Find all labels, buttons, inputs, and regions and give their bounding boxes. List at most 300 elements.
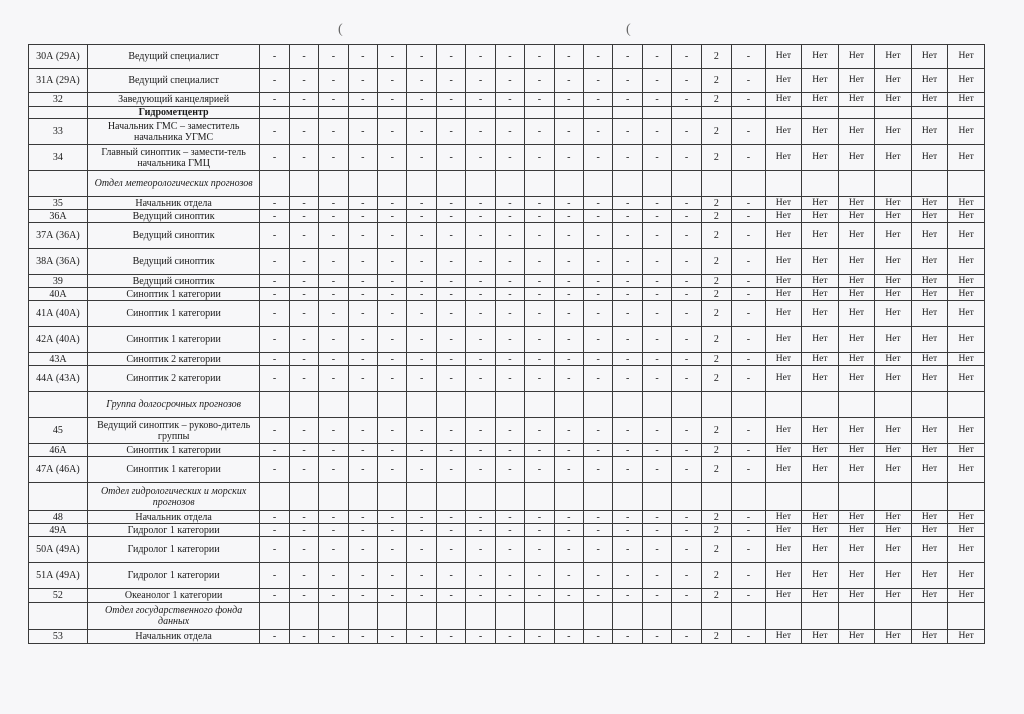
class-value-cell: 2 [701,69,731,93]
no-value-cell: Нет [802,119,839,145]
section-header-row [29,392,985,418]
position-title: Гидролог 1 категории [87,537,260,563]
no-value-cell: Нет [802,589,839,603]
dash-cell: - [436,589,465,603]
dash-cell: - [319,45,348,69]
position-title: Синоптик 1 категории [87,444,260,457]
no-value-cell: Нет [765,366,802,392]
dash-cell: - [348,223,377,249]
empty-cell [642,603,671,630]
empty-cell [348,603,377,630]
empty-cell [838,171,875,197]
dash-cell: - [584,145,613,171]
dash-cell: - [554,589,583,603]
dash-cell: - [672,93,701,107]
dash-cell: - [289,275,318,288]
dash-cell: - [525,288,554,301]
dash-cell: - [466,145,495,171]
no-value-cell: Нет [875,69,912,93]
dash-cell: - [348,537,377,563]
no-value-cell: Нет [875,249,912,275]
position-number: 33 [29,119,88,145]
class-value-cell: 2 [701,457,731,483]
dash-cell: - [642,444,671,457]
dash-cell: - [525,537,554,563]
no-value-cell: Нет [875,457,912,483]
position-number: 48 [29,511,88,524]
dash-cell: - [584,366,613,392]
no-value-cell: Нет [911,457,948,483]
position-number: 30А (29А) [29,45,88,69]
dash-cell: - [466,223,495,249]
dash-cell: - [466,301,495,327]
class-value-cell: 2 [701,353,731,366]
dash-cell: - [642,366,671,392]
dash-cell: - [672,327,701,353]
dash-cell: - [525,249,554,275]
empty-cell [554,483,583,511]
class-value-cell: 2 [701,145,731,171]
empty-cell [802,603,839,630]
empty-cell [875,392,912,418]
dash-cell: - [554,249,583,275]
dash-cell: - [407,327,436,353]
no-value-cell: Нет [875,353,912,366]
dash-cell: - [613,145,642,171]
no-value-cell: Нет [838,93,875,107]
dash-cell: - [525,197,554,210]
empty-cell [466,603,495,630]
class-value-cell: 2 [701,511,731,524]
no-value-cell: Нет [765,353,802,366]
dash-cell: - [642,457,671,483]
no-value-cell: Нет [838,524,875,537]
dash-cell: - [348,210,377,223]
empty-cell [875,483,912,511]
empty-cell [348,171,377,197]
dash-cell: - [732,327,765,353]
empty-cell [584,603,613,630]
dash-cell: - [732,145,765,171]
dash-cell: - [613,69,642,93]
class-value-cell: 2 [701,301,731,327]
no-value-cell: Нет [911,93,948,107]
dash-cell: - [260,275,289,288]
dash-cell: - [319,93,348,107]
no-value-cell: Нет [802,288,839,301]
dash-cell: - [672,457,701,483]
no-value-cell: Нет [911,275,948,288]
dash-cell: - [642,93,671,107]
class-value-cell: 2 [701,45,731,69]
no-value-cell: Нет [802,275,839,288]
dash-cell: - [495,418,524,444]
dash-cell: - [613,444,642,457]
dash-cell: - [732,444,765,457]
dash-cell: - [584,418,613,444]
dash-cell: - [642,69,671,93]
dash-cell: - [613,457,642,483]
no-value-cell: Нет [765,589,802,603]
class-value-cell: 2 [701,630,731,644]
dash-cell: - [436,444,465,457]
dash-cell: - [613,249,642,275]
empty-cell [436,107,465,119]
dash-cell: - [348,511,377,524]
no-value-cell: Нет [875,93,912,107]
table-row [29,589,985,603]
no-value-cell: Нет [911,301,948,327]
dash-cell: - [672,45,701,69]
dash-cell: - [554,223,583,249]
no-value-cell: Нет [911,537,948,563]
dash-cell: - [466,45,495,69]
dash-cell: - [378,418,407,444]
dash-cell: - [495,223,524,249]
dash-cell: - [289,524,318,537]
dash-cell: - [407,69,436,93]
position-title: Ведущий специалист [87,45,260,69]
dash-cell: - [642,210,671,223]
dash-cell: - [260,366,289,392]
empty-cell [701,171,731,197]
dash-cell: - [289,457,318,483]
dash-cell: - [289,288,318,301]
dash-cell: - [495,327,524,353]
position-title: Ведущий синоптик [87,249,260,275]
position-title: Гидролог 1 категории [87,563,260,589]
dash-cell: - [407,589,436,603]
dash-cell: - [407,45,436,69]
dash-cell: - [378,301,407,327]
dash-cell: - [495,353,524,366]
dash-cell: - [584,93,613,107]
no-value-cell: Нет [875,327,912,353]
dash-cell: - [378,563,407,589]
dash-cell: - [495,93,524,107]
dash-cell: - [495,366,524,392]
dash-cell: - [348,249,377,275]
empty-cell [289,483,318,511]
dash-cell: - [584,210,613,223]
empty-cell [260,107,289,119]
dash-cell: - [289,537,318,563]
empty-cell [289,107,318,119]
dash-cell: - [584,45,613,69]
dash-cell: - [732,353,765,366]
dash-cell: - [466,197,495,210]
dash-cell: - [642,524,671,537]
dash-cell: - [466,418,495,444]
dash-cell: - [260,511,289,524]
class-value-cell: 2 [701,589,731,603]
no-value-cell: Нет [802,444,839,457]
empty-cell [642,392,671,418]
dash-cell: - [495,119,524,145]
empty-cell [554,392,583,418]
dash-cell: - [732,301,765,327]
dash-cell: - [260,353,289,366]
empty-cell [948,171,985,197]
dash-cell: - [613,563,642,589]
dash-cell: - [407,93,436,107]
empty-cell [319,483,348,511]
no-value-cell: Нет [802,524,839,537]
dash-cell: - [554,93,583,107]
dash-cell: - [466,589,495,603]
dash-cell: - [378,537,407,563]
empty-cell [672,107,701,119]
dash-cell: - [732,589,765,603]
no-value-cell: Нет [838,288,875,301]
dash-cell: - [436,69,465,93]
dash-cell: - [260,45,289,69]
dash-cell: - [289,563,318,589]
no-value-cell: Нет [948,353,985,366]
no-value-cell: Нет [765,197,802,210]
no-value-cell: Нет [875,563,912,589]
empty-cell [378,483,407,511]
empty-cell [584,392,613,418]
empty-cell [732,107,765,119]
dash-cell: - [436,353,465,366]
dash-cell: - [613,353,642,366]
dash-cell: - [613,93,642,107]
empty-cell [407,107,436,119]
no-value-cell: Нет [838,275,875,288]
dash-cell: - [613,366,642,392]
dash-cell: - [525,418,554,444]
dash-cell: - [525,327,554,353]
section-title: Отдел государственного фонда данных [87,603,260,630]
dash-cell: - [672,353,701,366]
dash-cell: - [554,353,583,366]
dash-cell: - [319,301,348,327]
position-title: Гидролог 1 категории [87,524,260,537]
no-value-cell: Нет [838,145,875,171]
no-value-cell: Нет [948,249,985,275]
table-row [29,524,985,537]
dash-cell: - [642,249,671,275]
dash-cell: - [495,69,524,93]
dash-cell: - [613,537,642,563]
no-value-cell: Нет [948,457,985,483]
dash-cell: - [436,630,465,644]
dash-cell: - [584,69,613,93]
dash-cell: - [495,45,524,69]
dash-cell: - [554,457,583,483]
dash-cell: - [348,589,377,603]
dash-cell: - [613,589,642,603]
dash-cell: - [289,418,318,444]
no-value-cell: Нет [911,119,948,145]
dash-cell: - [260,301,289,327]
dash-cell: - [642,223,671,249]
position-number: 46А [29,444,88,457]
dash-cell: - [319,223,348,249]
empty-cell [260,392,289,418]
dash-cell: - [495,145,524,171]
dash-cell: - [732,524,765,537]
position-title: Ведущий синоптик [87,275,260,288]
dash-cell: - [554,145,583,171]
no-value-cell: Нет [765,223,802,249]
dash-cell: - [289,145,318,171]
dash-cell: - [319,249,348,275]
no-value-cell: Нет [948,119,985,145]
no-value-cell: Нет [948,327,985,353]
dash-cell: - [260,457,289,483]
empty-cell [378,107,407,119]
no-value-cell: Нет [911,366,948,392]
position-number [29,392,88,418]
position-title: Синоптик 2 категории [87,366,260,392]
dash-cell: - [613,119,642,145]
dash-cell: - [436,327,465,353]
dash-cell: - [289,249,318,275]
empty-cell [732,171,765,197]
dash-cell: - [348,145,377,171]
dash-cell: - [732,537,765,563]
no-value-cell: Нет [911,563,948,589]
dash-cell: - [525,524,554,537]
dash-cell: - [466,327,495,353]
empty-cell [466,483,495,511]
no-value-cell: Нет [765,524,802,537]
empty-cell [838,483,875,511]
empty-cell [584,107,613,119]
empty-cell [701,107,731,119]
dash-cell: - [672,630,701,644]
empty-cell [672,483,701,511]
empty-cell [802,107,839,119]
dash-cell: - [466,69,495,93]
dash-cell: - [732,288,765,301]
dash-cell: - [672,444,701,457]
empty-cell [701,603,731,630]
empty-cell [348,392,377,418]
no-value-cell: Нет [875,197,912,210]
dash-cell: - [289,511,318,524]
table-row [29,145,985,171]
empty-cell [911,483,948,511]
dash-cell: - [378,366,407,392]
empty-cell [802,392,839,418]
no-value-cell: Нет [875,418,912,444]
dash-cell: - [495,197,524,210]
dash-cell: - [584,353,613,366]
table-row [29,249,985,275]
dash-cell: - [319,457,348,483]
table-row [29,119,985,145]
dash-cell: - [348,69,377,93]
table-row [29,457,985,483]
section-title: Гидрометцентр [87,107,260,119]
position-number: 40А [29,288,88,301]
class-value-cell: 2 [701,563,731,589]
dash-cell: - [642,301,671,327]
dash-cell: - [319,69,348,93]
empty-cell [948,107,985,119]
no-value-cell: Нет [802,511,839,524]
dash-cell: - [436,249,465,275]
dash-cell: - [407,418,436,444]
empty-cell [348,483,377,511]
dash-cell: - [289,444,318,457]
empty-cell [948,392,985,418]
dash-cell: - [407,537,436,563]
no-value-cell: Нет [875,524,912,537]
class-value-cell: 2 [701,275,731,288]
no-value-cell: Нет [802,563,839,589]
empty-cell [495,107,524,119]
page-mark-left: ( [338,22,343,37]
no-value-cell: Нет [875,45,912,69]
dash-cell: - [319,210,348,223]
empty-cell [802,171,839,197]
position-number: 35 [29,197,88,210]
empty-cell [613,392,642,418]
position-number: 32 [29,93,88,107]
dash-cell: - [584,444,613,457]
dash-cell: - [584,288,613,301]
dash-cell: - [289,93,318,107]
empty-cell [911,171,948,197]
section-header-row [29,107,985,119]
position-number: 50А (49А) [29,537,88,563]
no-value-cell: Нет [838,119,875,145]
dash-cell: - [732,457,765,483]
dash-cell: - [348,563,377,589]
dash-cell: - [642,119,671,145]
table-row [29,537,985,563]
dash-cell: - [407,630,436,644]
dash-cell: - [260,630,289,644]
dash-cell: - [378,353,407,366]
dash-cell: - [260,288,289,301]
dash-cell: - [495,275,524,288]
table-row [29,210,985,223]
empty-cell [260,483,289,511]
no-value-cell: Нет [948,210,985,223]
dash-cell: - [613,511,642,524]
dash-cell: - [672,366,701,392]
dash-cell: - [642,511,671,524]
no-value-cell: Нет [802,223,839,249]
dash-cell: - [289,301,318,327]
dash-cell: - [466,275,495,288]
dash-cell: - [613,45,642,69]
position-number: 34 [29,145,88,171]
dash-cell: - [642,563,671,589]
staff-table [28,44,985,644]
position-number [29,171,88,197]
dash-cell: - [260,69,289,93]
no-value-cell: Нет [911,327,948,353]
dash-cell: - [642,589,671,603]
dash-cell: - [378,327,407,353]
no-value-cell: Нет [838,563,875,589]
position-title: Заведующий канцелярией [87,93,260,107]
no-value-cell: Нет [948,145,985,171]
no-value-cell: Нет [948,589,985,603]
dash-cell: - [554,366,583,392]
dash-cell: - [642,327,671,353]
empty-cell [672,603,701,630]
no-value-cell: Нет [838,197,875,210]
table-row [29,69,985,93]
no-value-cell: Нет [765,301,802,327]
